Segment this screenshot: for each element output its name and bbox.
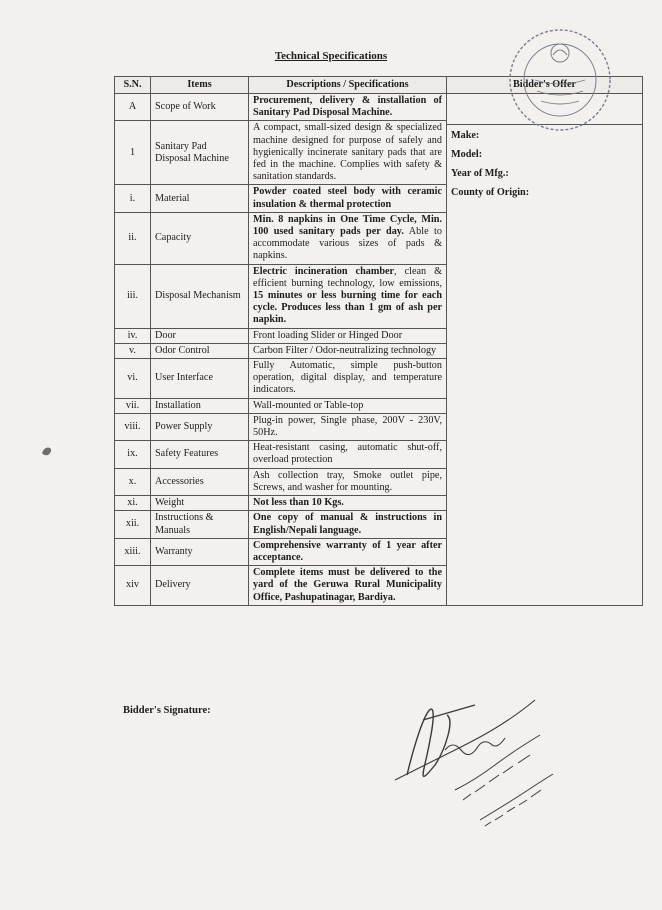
- column-header-bidder-offer: Bidder's Offer: [447, 77, 643, 94]
- row-sn: A: [115, 94, 151, 121]
- description-text: Able to accommodate various sizes of pads & napkins.: [253, 226, 442, 262]
- row-item: Sanitary Pad Disposal Machine: [151, 121, 249, 185]
- description-text: Not less than 10 Kgs.: [253, 497, 344, 509]
- offer-fields: [447, 125, 642, 203]
- spec-table-body: [115, 94, 643, 606]
- row-item: Scope of Work: [151, 94, 249, 121]
- description-text: Electric incineration chamber: [253, 265, 395, 277]
- row-item: User Interface: [151, 359, 249, 399]
- description-text: Procurement, delivery & installation of Sanitary Pad Disposal Machine.: [253, 95, 442, 119]
- offer-field-label: Year of Mfg.:: [451, 168, 509, 179]
- office-stamp-icon: [505, 25, 615, 135]
- row-description: [249, 468, 447, 495]
- row-description: [249, 121, 447, 185]
- description-text: Powder coated steel body with ceramic insulation & thermal protection: [253, 186, 442, 210]
- row-sn: vii.: [115, 398, 151, 413]
- row-sn: xii.: [115, 511, 151, 538]
- row-description: [249, 511, 447, 538]
- row-item: Material: [151, 185, 249, 212]
- row-sn: xiv: [115, 566, 151, 606]
- row-description: [249, 94, 447, 121]
- row-description: [249, 212, 447, 264]
- bidder-signature-label: Bidder's Signature:: [123, 705, 211, 716]
- row-item: Instructions & Manuals: [151, 511, 249, 538]
- column-header-descriptions: Descriptions / Specifications: [249, 77, 447, 94]
- row-item: Capacity: [151, 212, 249, 264]
- column-header-sn: S.N.: [115, 77, 151, 94]
- row-description: [249, 566, 447, 606]
- description-text: Complete items must be delivered to the yard of the Geruwa Rural Municipality Office, Pashupatinagar, Bardiya.: [253, 567, 442, 603]
- row-description: [249, 538, 447, 565]
- offer-field-label: Model:: [451, 149, 483, 160]
- row-description: [249, 328, 447, 343]
- row-item: Delivery: [151, 566, 249, 606]
- description-text: Heat-resistant casing, automatic shut-off, overload protection: [253, 442, 442, 466]
- row-sn: xiii.: [115, 538, 151, 565]
- row-item: Odor Control: [151, 343, 249, 358]
- row-sn: viii.: [115, 413, 151, 440]
- row-description: [249, 185, 447, 212]
- row-sn: v.: [115, 343, 151, 358]
- row-description: [249, 496, 447, 511]
- row-item: Power Supply: [151, 413, 249, 440]
- offer-field-label: Make:: [451, 130, 480, 141]
- row-description: [249, 359, 447, 399]
- description-text: , clean & efficient burning technology, low emissions,: [253, 265, 442, 289]
- row-sn: iii.: [115, 264, 151, 328]
- description-text: One copy of manual & instructions in English/Nepali language.: [253, 512, 442, 536]
- row-item: Disposal Mechanism: [151, 264, 249, 328]
- row-item: Warranty: [151, 538, 249, 565]
- row-description: [249, 441, 447, 468]
- row-description: [249, 413, 447, 440]
- description-text: Ash collection tray, Smoke outlet pipe, Screws, and washer for mounting.: [253, 469, 442, 493]
- row-sn: vi.: [115, 359, 151, 399]
- row-description: [249, 398, 447, 413]
- row-sn: ix.: [115, 441, 151, 468]
- row-sn: xi.: [115, 496, 151, 511]
- row-item: Weight: [151, 496, 249, 511]
- description-text: Fully Automatic, simple push-button operation, digital display, and temperature indicators.: [253, 360, 442, 396]
- row-item: Accessories: [151, 468, 249, 495]
- page-title: Technical Specifications: [274, 50, 388, 62]
- description-text: Comprehensive warranty of 1 year after acceptance.: [253, 539, 442, 563]
- description-text: Min. 8 napkins in One Time Cycle, Min. 100 used sanitary pads per day.: [253, 213, 442, 238]
- description-text: Front loading Slider or Hinged Door: [253, 329, 403, 341]
- row-sn: iv.: [115, 328, 151, 343]
- description-text: Carbon Filter / Odor-neutralizing technology: [253, 344, 437, 356]
- description-text: Wall-mounted or Table-top: [253, 399, 364, 411]
- row-sn: x.: [115, 468, 151, 495]
- description-text: Plug-in power, Single phase, 200V - 230V, 50Hz.: [253, 414, 442, 439]
- row-sn: 1: [115, 121, 151, 185]
- row-item: Safety Features: [151, 441, 249, 468]
- row-description: [249, 343, 447, 358]
- column-header-items: Items: [151, 77, 249, 94]
- description-text: A compact, small-sized design & specialized machine designed for purpose of safely and hygienically incinerate sanitary pads that are fed in the machine. Complies with safety & sanitation standards.: [253, 122, 442, 183]
- bidder-offer-cell: [447, 94, 643, 606]
- row-item: Door: [151, 328, 249, 343]
- row-sn: ii.: [115, 212, 151, 264]
- ink-smudge-icon: [40, 445, 54, 457]
- offer-field-label: County of Origin:: [451, 187, 530, 198]
- row-description: [249, 264, 447, 328]
- row-sn: i.: [115, 185, 151, 212]
- description-text: 15 minutes or less burning time for each cycle. Produces less than 1 gm of ash per napkin.: [253, 290, 442, 326]
- spec-table: [114, 76, 643, 606]
- row-item: Installation: [151, 398, 249, 413]
- official-signature-icon: [385, 680, 560, 840]
